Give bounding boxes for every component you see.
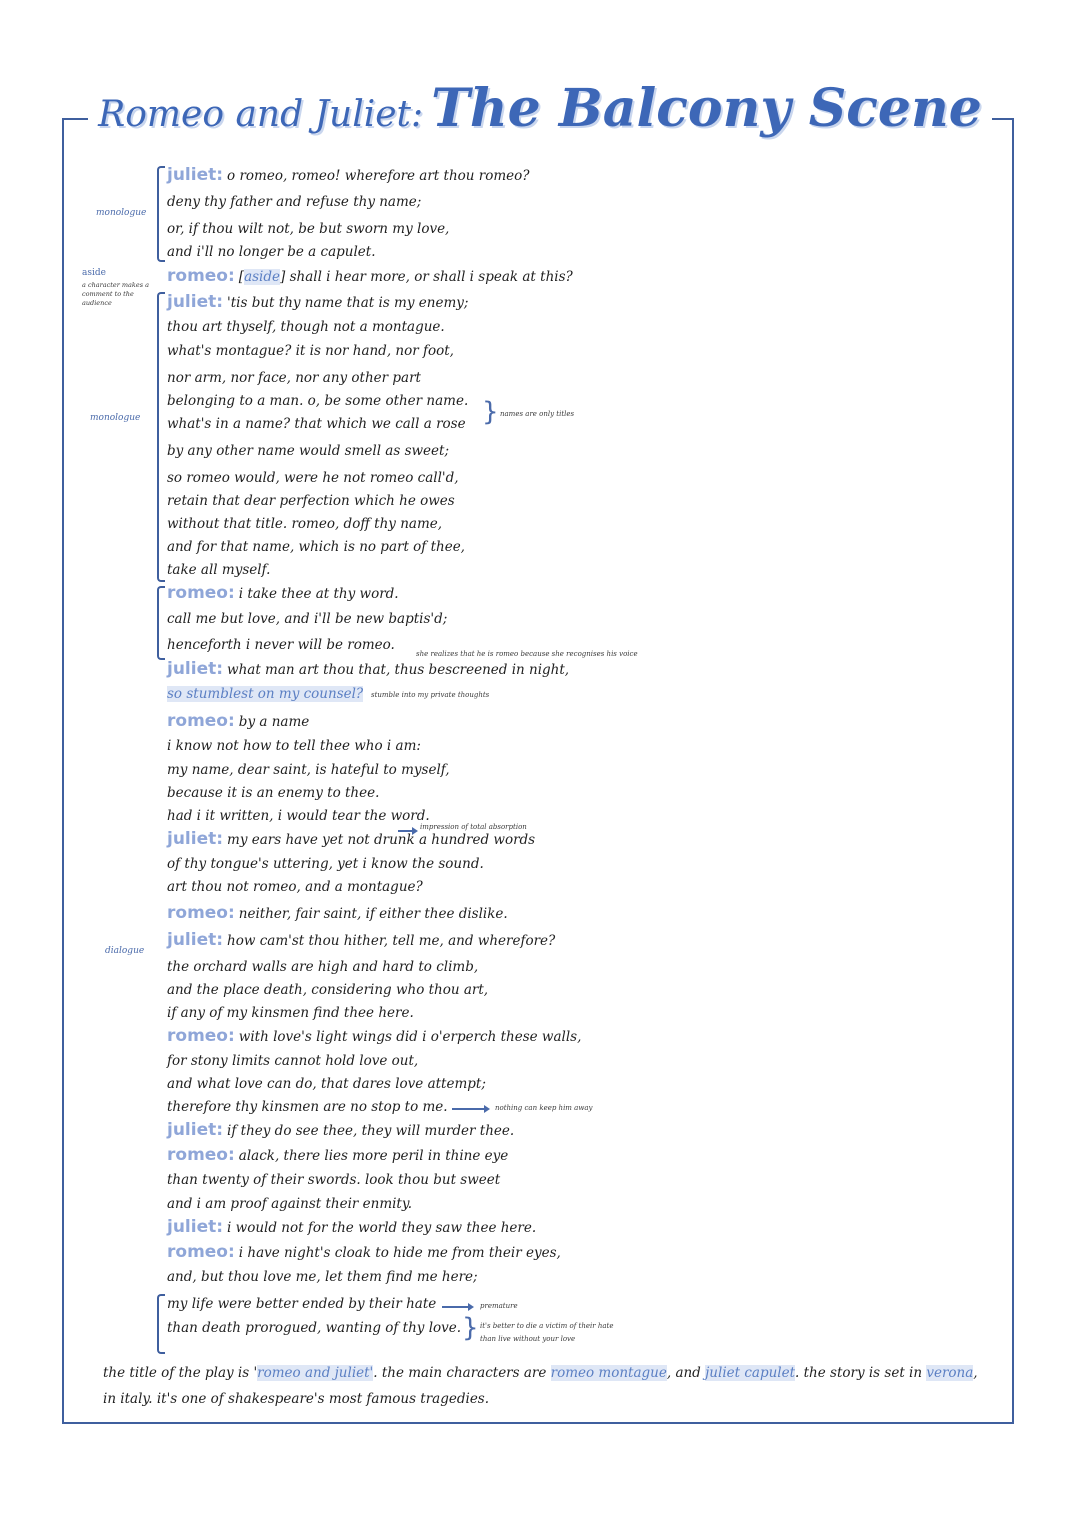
- line-text: my life were better ended by their hate: [167, 1296, 437, 1312]
- speaker-name: juliet:: [167, 165, 224, 185]
- script-line: [167, 442, 449, 460]
- speaker-name: juliet:: [167, 292, 224, 312]
- line-text: by a name: [238, 714, 310, 730]
- speaker-name: romeo:: [167, 1145, 235, 1165]
- line-text: if they do see thee, they will murder thee.: [227, 1123, 515, 1139]
- script-line: [167, 1098, 448, 1116]
- summary-text-6: in italy. it's one of shakespeare's most famous tragedies.: [103, 1391, 490, 1407]
- line-text: i would not for the world they saw thee here.: [227, 1220, 537, 1236]
- line-text: without that title. romeo, doff thy name,: [167, 516, 443, 532]
- summary-text-1: the title of the play is ': [103, 1365, 258, 1381]
- bracket-monologue-2: [157, 292, 165, 582]
- line-text: than twenty of their swords. look thou but sweet: [167, 1172, 501, 1188]
- script-line: [167, 807, 430, 825]
- line-text: by any other name would smell as sweet;: [167, 443, 450, 459]
- script-line: [167, 958, 478, 976]
- script-line: [167, 784, 379, 802]
- brace-names: }: [482, 397, 499, 427]
- line-text: so romeo would, were he not romeo call'd,: [167, 470, 459, 486]
- line-text: deny thy father and refuse thy name;: [167, 194, 422, 210]
- script-line: [167, 830, 535, 849]
- line-text: neither, fair saint, if either thee dislike.: [238, 906, 508, 922]
- script-line: [167, 415, 466, 433]
- arrow-absorption: [398, 830, 416, 832]
- summary-juliet: juliet capulet: [705, 1365, 796, 1381]
- line-text: therefore thy kinsmen are no stop to me.: [167, 1099, 448, 1115]
- speaker-name: juliet:: [167, 930, 224, 950]
- line-text: what's montague? it is nor hand, nor foot,: [167, 343, 454, 359]
- script-line: [167, 1171, 500, 1189]
- script-line: [167, 1243, 561, 1262]
- speaker-name: juliet:: [167, 829, 224, 849]
- script-line: [167, 1319, 461, 1337]
- line-text: i know not how to tell thee who i am:: [167, 738, 421, 754]
- summary-verona: verona: [926, 1365, 974, 1381]
- line-text: because it is an enemy to thee.: [167, 785, 380, 801]
- title-part-1: Romeo and Juliet:: [98, 94, 424, 135]
- script-line: [167, 342, 454, 360]
- script-line: [167, 515, 442, 533]
- line-text: thou art thyself, though not a montague.: [167, 319, 445, 335]
- script-line: [167, 392, 468, 410]
- line-text: for stony limits cannot hold love out,: [167, 1053, 419, 1069]
- script-line: [167, 1268, 478, 1286]
- bracket-monologue-1: [157, 166, 165, 262]
- note-names-titles: names are only titles: [500, 410, 575, 418]
- note-absorption: impression of total absorption: [420, 823, 527, 831]
- note-premature: premature: [480, 1302, 518, 1310]
- script-line: [167, 761, 450, 779]
- bracket-romeo: [157, 586, 165, 660]
- aside-close: ]: [280, 269, 290, 285]
- brace-better-die: }: [462, 1313, 479, 1343]
- line-text: henceforth i never will be romeo.: [167, 637, 395, 653]
- script-line: [167, 318, 445, 336]
- script-line: [167, 293, 468, 312]
- line-text: if any of my kinsmen find thee here.: [167, 1005, 414, 1021]
- line-text: and the place death, considering who thou art,: [167, 982, 489, 998]
- title-part-2: The Balcony Scene: [431, 78, 982, 139]
- summary-text-2: . the main characters are: [373, 1365, 551, 1381]
- summary-paragraph: [103, 1360, 983, 1412]
- script-line: [167, 469, 459, 487]
- aside-tag: aside: [244, 269, 281, 285]
- line-text: with love's light wings did i o'erperch these walls,: [238, 1029, 582, 1045]
- script-line: [167, 1121, 514, 1140]
- arrow-premature: [442, 1306, 472, 1308]
- note-nothing: nothing can keep him away: [495, 1104, 593, 1112]
- note-romeo-meaning: she realizes that he is romeo because she recognises his voice: [416, 650, 638, 658]
- script-line: [167, 220, 449, 238]
- highlighted-line: so stumblest on my counsel?: [167, 686, 364, 702]
- line-text: my name, dear saint, is hateful to myself,: [167, 762, 450, 778]
- side-label-aside: aside: [82, 268, 106, 278]
- line-text: and i am proof against their enmity.: [167, 1196, 412, 1212]
- script-line: [167, 1052, 418, 1070]
- aside-open: [: [238, 269, 245, 285]
- script-line: [167, 1027, 581, 1046]
- summary-text-5: ,: [973, 1365, 978, 1381]
- summary-romeo: romeo montague: [550, 1365, 667, 1381]
- line-text: how cam'st thou hither, tell me, and wherefore?: [227, 933, 556, 949]
- line-text: retain that dear perfection which he owes: [167, 493, 455, 509]
- line-text: the orchard walls are high and hard to climb,: [167, 959, 479, 975]
- line-text: and for that name, which is no part of thee,: [167, 539, 465, 555]
- line-text: and, but thou love me, let them find me here;: [167, 1269, 478, 1285]
- script-line: [167, 737, 421, 755]
- script-line: [167, 1295, 436, 1313]
- script-line: [167, 610, 447, 628]
- script-line: [167, 267, 573, 286]
- note-stumble: stumble into my private thoughts: [371, 691, 490, 699]
- line-text: i have night's cloak to hide me from their eyes,: [238, 1245, 561, 1261]
- line-text: and i'll no longer be a capulet.: [167, 244, 376, 260]
- line-text: what's in a name? that which we call a rose: [167, 416, 466, 432]
- script-line: [167, 855, 484, 873]
- script-line: [167, 660, 569, 679]
- side-label-monologue-1: monologue: [96, 208, 147, 218]
- summary-text-3: , and: [666, 1365, 706, 1381]
- note-better-die-2: than live without your love: [480, 1335, 576, 1343]
- script-line: [167, 243, 376, 261]
- line-text: alack, there lies more peril in thine eye: [238, 1148, 509, 1164]
- speaker-name: romeo:: [167, 1026, 235, 1046]
- script-line: [167, 1004, 414, 1022]
- script-line: [167, 1075, 486, 1093]
- script-line: [167, 931, 555, 950]
- side-label-dialogue: dialogue: [105, 946, 145, 956]
- line-text: art thou not romeo, and a montague?: [167, 879, 423, 895]
- summary-title: romeo and juliet': [257, 1365, 374, 1381]
- bracket-final: [157, 1294, 165, 1354]
- speaker-name: juliet:: [167, 659, 224, 679]
- script-line: [167, 584, 399, 603]
- speaker-name: romeo:: [167, 266, 235, 286]
- script-line: [167, 636, 395, 654]
- line-text: call me but love, and i'll be new baptis'd;: [167, 611, 448, 627]
- script-line: [167, 685, 363, 703]
- side-label-monologue-2: monologue: [90, 413, 141, 423]
- line-text: of thy tongue's uttering, yet i know the sound.: [167, 856, 484, 872]
- script-line: [167, 904, 508, 923]
- line-text: i take thee at thy word.: [238, 586, 399, 602]
- script-line: [167, 166, 530, 185]
- speaker-name: romeo:: [167, 583, 235, 603]
- line-text: my ears have yet not drunk a hundred words: [227, 832, 536, 848]
- line-text: or, if thou wilt not, be but sworn my love,: [167, 221, 450, 237]
- speaker-name: juliet:: [167, 1217, 224, 1237]
- line-text: shall i hear more, or shall i speak at this?: [289, 269, 573, 285]
- script-line: [167, 1218, 536, 1237]
- speaker-name: juliet:: [167, 1120, 224, 1140]
- line-text: take all myself.: [167, 562, 271, 578]
- line-text: o romeo, romeo! wherefore art thou romeo?: [227, 168, 530, 184]
- script-line: [167, 1146, 508, 1165]
- line-text: and what love can do, that dares love attempt;: [167, 1076, 486, 1092]
- line-text: belonging to a man. o, be some other name.: [167, 393, 469, 409]
- speaker-name: romeo:: [167, 711, 235, 731]
- script-line: [167, 561, 270, 579]
- arrow-nothing: [452, 1108, 488, 1110]
- page-title: [88, 78, 992, 139]
- script-line: [167, 369, 421, 387]
- note-better-die-1: it's better to die a victim of their hate: [480, 1322, 614, 1330]
- line-text: had i it written, i would tear the word.: [167, 808, 430, 824]
- speaker-name: romeo:: [167, 1242, 235, 1262]
- title-wrap: [0, 78, 1080, 139]
- line-text: what man art thou that, thus bescreened in night,: [227, 662, 570, 678]
- script-line: [167, 878, 423, 896]
- script-line: [167, 981, 488, 999]
- script-line: [167, 193, 421, 211]
- script-line: [167, 492, 455, 510]
- line-text: than death prorogued, wanting of thy love.: [167, 1320, 462, 1336]
- speaker-name: romeo:: [167, 903, 235, 923]
- script-line: [167, 538, 465, 556]
- line-text: nor arm, nor face, nor any other part: [167, 370, 421, 386]
- script-line: [167, 1195, 412, 1213]
- line-text: 'tis but thy name that is my enemy;: [227, 295, 469, 311]
- script-line: [167, 712, 309, 731]
- aside-definition: a character makes a comment to the audience: [82, 281, 149, 307]
- summary-text-4: . the story is set in: [795, 1365, 927, 1381]
